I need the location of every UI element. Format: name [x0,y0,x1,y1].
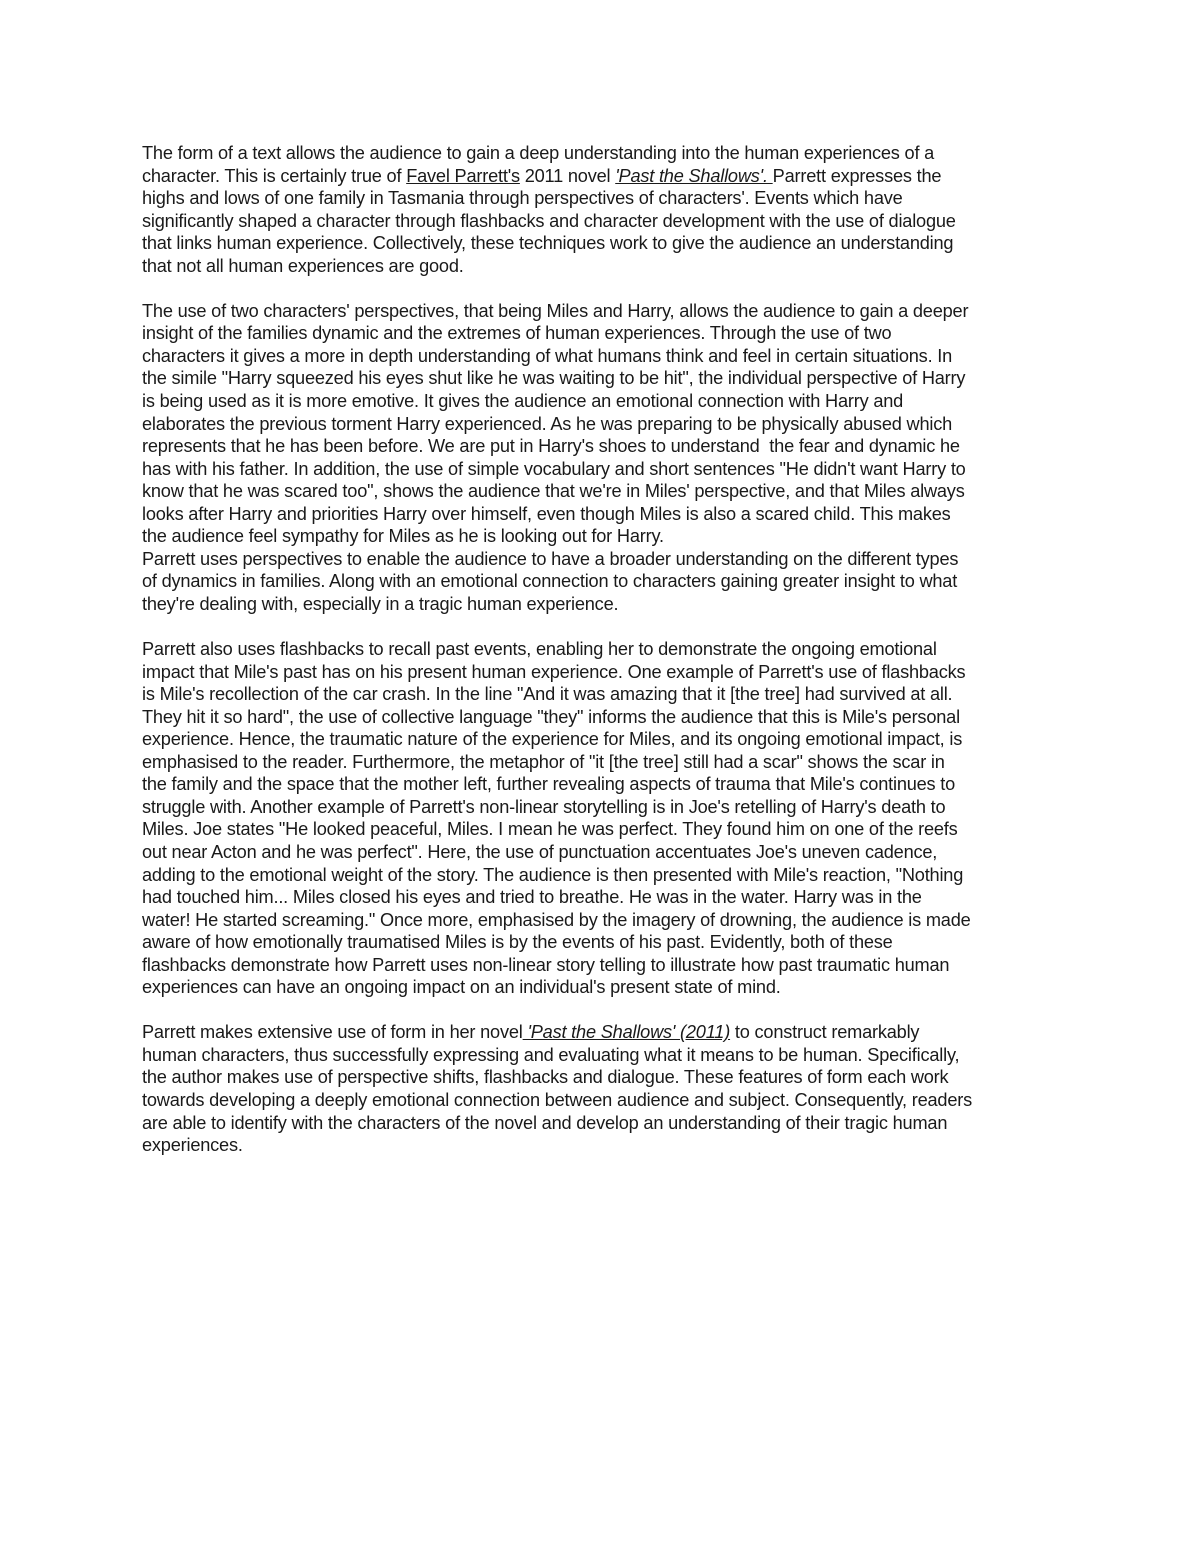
text-line: the simile "Harry squeezed his eyes shut like he was waiting to be hit", the individual perspective of Harry [142,368,966,389]
text-line: The form of a text allows the audience to gain a deep understanding into the human experiences of a [142,143,935,163]
text-line: significantly shaped a character through flashbacks and character development with the use of dialogue [142,210,956,231]
text-line: They hit it so hard", the use of collective language "they" informs the audience that this is Mile's personal [142,706,960,727]
author-name: Favel Parrett's [406,165,520,186]
text-line: characters it gives a more in depth understanding of what humans think and feel in certain situations. In [142,345,953,366]
text-line: human characters, thus successfully expressing and evaluating what it means to be human. Specifically, [142,1044,960,1065]
text-run: character. This is certainly true of [142,165,407,186]
text-run: Parrett makes extensive use of form in her novel [142,1022,523,1043]
text-line: that links human experience. Collectively, these techniques work to give the audience an understanding [142,233,954,254]
text-line: Miles. Joe states "He looked peaceful, Miles. I mean he was perfect. They found him on one of the reefs [142,819,958,840]
text-line: had touched him... Miles closed his eyes and tried to breathe. He was in the water. Harry was in the [142,887,922,908]
text-line: The use of two characters' perspectives, that being Miles and Harry, allows the audience to gain a deeper [142,300,969,321]
text-line: insight of the families dynamic and the extremes of human experiences. Through the use of two [142,323,892,344]
text-line: that not all human experiences are good. [142,255,464,276]
paragraph-flashbacks [142,638,1072,999]
text-line: aware of how emotionally traumatised Miles is by the events of his past. Evidently, both of these [142,932,893,953]
text-line: emphasised to the reader. Furthermore, the metaphor of "it [the tree] still had a scar" shows the scar in [142,751,945,772]
text-line: experiences can have an ongoing impact on an individual's present state of mind. [142,977,781,998]
text-line: impact that Mile's past has on his present human experience. One example of Parrett's use of flashbacks [142,661,966,682]
text-run: to construct remarkably [730,1022,920,1043]
text-line: flashbacks demonstrate how Parrett uses non-linear story telling to illustrate how past traumatic human [142,954,950,975]
text-line: out near Acton and he was perfect". Here, the use of punctuation accentuates Joe's uneven cadence, [142,841,938,862]
text-line: represents that he has been before. We are put in Harry's shoes to understand the fear and dynamic he [142,436,960,457]
paragraph-conclusion [142,1021,1072,1156]
text-run: 2011 novel [519,165,616,186]
text-line: experience. Hence, the traumatic nature of the experience for Miles, and its ongoing emotional impact, is [142,729,963,750]
text-line: struggle with. Another example of Parrett's non-linear storytelling is in Joe's retelling of Harry's death to [142,796,946,817]
text-run: Parrett expresses the [772,165,942,186]
text-line: highs and lows of one family in Tasmania through perspectives of characters'. Events which have [142,188,903,209]
text-line: towards developing a deeply emotional connection between audience and subject. Consequently, readers [142,1089,972,1110]
paragraph-introduction [142,142,1072,277]
novel-title: 'Past the Shallows' (2011) [522,1022,731,1043]
text-line: the author makes use of perspective shifts, flashbacks and dialogue. These features of form each work [142,1067,949,1088]
text-line: the audience feel sympathy for Miles as he is looking out for Harry. [142,526,664,547]
paragraph-perspectives [142,300,1072,548]
text-line: Parrett also uses flashbacks to recall past events, enabling her to demonstrate the ongoing emotional [142,639,937,660]
essay-body [142,142,1072,1157]
paragraph-perspectives-summary [142,548,1072,616]
text-line: water! He started screaming." Once more, emphasised by the imagery of drowning, the audience is made [142,909,971,930]
text-line: is Mile's recollection of the car crash. In the line "And it was amazing that it [the tree] had survived at all. [142,684,953,705]
novel-title: 'Past the Shallows'. [615,165,773,186]
text-line: know that he was scared too", shows the audience that we're in Miles' perspective, and that Miles always [142,481,965,502]
text-line: elaborates the previous torment Harry experienced. As he was preparing to be physically abused which [142,413,953,434]
text-line: has with his father. In addition, the use of simple vocabulary and short sentences "He didn't want Harry to [142,458,966,479]
text-line: looks after Harry and priorities Harry over himself, even though Miles is also a scared child. This makes [142,503,951,524]
text-line: experiences. [142,1135,243,1156]
text-line [142,1021,1072,1044]
text-line: Parrett uses perspectives to enable the audience to have a broader understanding on the different types [142,548,959,569]
text-line: adding to the emotional weight of the story. The audience is then presented with Mile's reaction, "Nothing [142,864,964,885]
text-line: are able to identify with the characters of the novel and develop an understanding of their tragic human [142,1112,948,1133]
text-line [142,165,1072,188]
text-line: they're dealing with, especially in a tragic human experience. [142,593,619,614]
text-line: is being used as it is more emotive. It gives the audience an emotional connection with Harry and [142,391,904,412]
text-line: of dynamics in families. Along with an emotional connection to characters gaining greater insight to what [142,571,958,592]
text-line: the family and the space that the mother left, further revealing aspects of trauma that Mile's continues to [142,774,956,795]
